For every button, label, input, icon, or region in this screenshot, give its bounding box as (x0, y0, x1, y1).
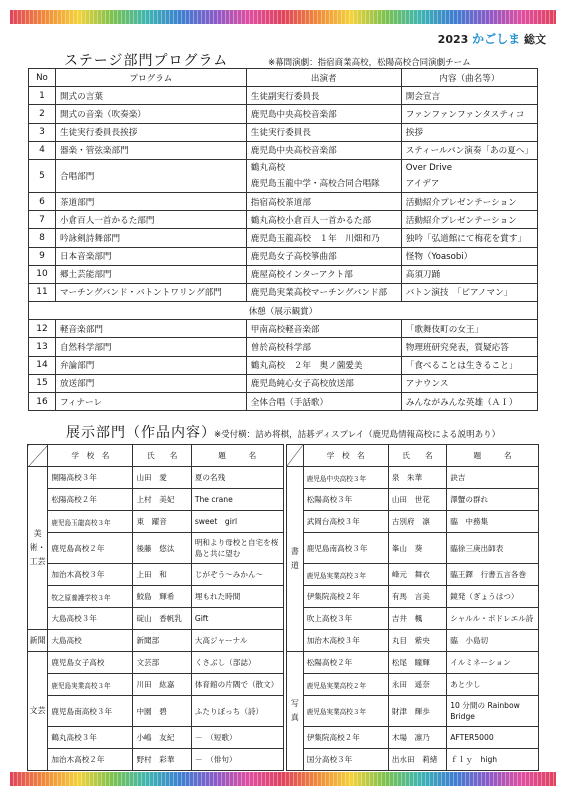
stage-row (29, 105, 538, 123)
content-text: 独吟「弘道館にて梅花を賞す」 (401, 229, 537, 247)
exhibit-table (27, 444, 539, 771)
program-name: マーチングバンド・バトントワリング部門 (55, 283, 246, 301)
right-work-title: AFTER5000 (447, 727, 539, 749)
performer-name: 鹿児島純心女子高校放送部 (246, 374, 401, 392)
program-name: 開式の言葉 (55, 87, 246, 105)
column-gap (283, 564, 286, 586)
stage-row (29, 283, 538, 301)
exhibit-row (28, 533, 539, 564)
event-logo (438, 30, 546, 47)
performer-name: 鶴丸高校 ２年 奥ノ薗愛美 (246, 356, 401, 374)
content-text: 開会宣言 (401, 87, 537, 105)
exhibit-row (28, 749, 539, 771)
right-school: 鹿児島実業高校２年 (303, 674, 388, 696)
left-work-title: 夏の名残 (191, 467, 283, 489)
performer-name: 生徒副実行委員長 (246, 87, 401, 105)
content-text: 活動紹介プレゼンテーション (401, 211, 537, 229)
performer-name: 鶴丸高校 (250, 162, 286, 173)
left-student-name: 文芸部 (133, 652, 191, 674)
left-student-name: 野村 彩華 (133, 749, 191, 771)
stage-row (29, 141, 538, 159)
content-text: 「食べることは生きること」 (401, 356, 537, 374)
column-gap (283, 511, 286, 533)
stage-break-row (29, 302, 538, 320)
program-name: 自然科学部門 (55, 338, 246, 356)
exhibit-table-body (28, 445, 539, 771)
left-school: 大島高校 (48, 630, 133, 652)
program-name: 生徒実行委員長挨拶 (55, 123, 246, 141)
left-student-name: 小嶋 友紀 (133, 727, 191, 749)
right-school: 武岡台高校３年 (303, 511, 388, 533)
left-student-name: 新聞部 (133, 630, 191, 652)
right-student-name: 財津 輝歩 (388, 696, 446, 727)
left-work-title: ふたりぼっち（詩） (191, 696, 283, 727)
left-work-title: くさぶし（部誌） (191, 652, 283, 674)
left-school: 鹿児島玉龍高校３年 (48, 511, 133, 533)
right-school: 国分高校３年 (303, 749, 388, 771)
row-number: 3 (29, 123, 56, 141)
logo-year: 2023 (437, 33, 469, 46)
right-student-name: 峯山 葵 (388, 533, 446, 564)
header-performer: 出演者 (246, 69, 401, 87)
exhibit-row (28, 696, 539, 727)
header-diagonal-right (286, 445, 303, 467)
program-name: 郷土芸能部門 (55, 265, 246, 283)
left-school: 鹿児島女子高校 (48, 652, 133, 674)
left-category: 新聞 (28, 630, 48, 652)
left-school: 加治木高校３年 (48, 564, 133, 586)
program-name: 小倉百人一首かるた部門 (55, 211, 246, 229)
performer-name-2: 鹿児島玉龍中学・高校合同合唱隊 (250, 178, 380, 189)
header-right-name: 氏 名 (388, 445, 446, 467)
exhibit-row (28, 652, 539, 674)
exhibit-section-title: 展示部門（作品内容） (66, 425, 216, 441)
exhibit-row (28, 608, 539, 630)
stage-row (29, 374, 538, 392)
content-text: スティールパン演奏「あの夏へ」 (401, 141, 537, 159)
stage-row (29, 320, 538, 338)
program-name: 放送部門 (55, 374, 246, 392)
right-work-title: 澤蟹の群れ (447, 489, 539, 511)
right-school: 鹿児島中央高校３年 (303, 467, 388, 489)
left-student-name: 碇山 香帆乳 (133, 608, 191, 630)
program-name: 合唱部門 (55, 159, 246, 192)
right-school: 松陽高校３年 (303, 489, 388, 511)
right-category: 写真 (286, 652, 303, 771)
row-number: 16 (29, 393, 56, 411)
exhibit-row (28, 511, 539, 533)
right-work-title: 臨徐三庚出師表 (447, 533, 539, 564)
row-number: 13 (29, 338, 56, 356)
header-left-work: 題 名 (191, 445, 283, 467)
left-student-name: 東 躍音 (133, 511, 191, 533)
right-student-name: 丸目 紫央 (388, 630, 446, 652)
exhibit-header-row (28, 445, 539, 467)
left-school: 松陽高校２年 (48, 489, 133, 511)
stage-row (29, 356, 538, 374)
left-school: 鹿児島実業高校３年 (48, 674, 133, 696)
left-school: 鹿児島高校２年 (48, 533, 133, 564)
header-no: No (29, 69, 56, 87)
row-number: 10 (29, 265, 56, 283)
right-work-title: 10 分間の Rainbow Bridge (447, 696, 539, 727)
right-student-name: 木場 凛乃 (388, 727, 446, 749)
right-school: 伊集院高校２年 (303, 727, 388, 749)
right-student-name: 泉 朱華 (388, 467, 446, 489)
left-category: 文芸 (28, 652, 48, 771)
left-student-name: 後藤 悠汰 (133, 533, 191, 564)
right-student-name: 吉井 楓 (388, 608, 446, 630)
left-work-title: Gift (191, 608, 283, 630)
left-work-title: 埋もれた時間 (191, 586, 283, 608)
left-work-title: sweet girl (191, 511, 283, 533)
performer-name: 鹿屋高校インターアクト部 (246, 265, 401, 283)
performer-cell (246, 159, 401, 192)
left-student-name: 鮫島 輝希 (133, 586, 191, 608)
performer-name: 曽於高校科学部 (246, 338, 401, 356)
row-number: 11 (29, 283, 56, 301)
left-school: 鶴丸高校３年 (48, 727, 133, 749)
right-work-title: 臨王鐸 行書五言各巻 (447, 564, 539, 586)
right-work-title: イルミネーション (447, 652, 539, 674)
content-text: ファンファンファンタスティコ (401, 105, 537, 123)
row-number: 6 (29, 192, 56, 210)
left-student-name: 中園 碧 (133, 696, 191, 727)
right-school: 鹿児島実業高校３年 (303, 564, 388, 586)
row-number: 15 (29, 374, 56, 392)
right-student-name: 出水田 莉緒 (388, 749, 446, 771)
logo-name: かごしま (472, 32, 521, 46)
program-name: 日本音楽部門 (55, 247, 246, 265)
content-text: 活動紹介プレゼンテーション (401, 192, 537, 210)
stage-row (29, 192, 538, 210)
exhibit-row (28, 630, 539, 652)
exhibit-row (28, 564, 539, 586)
right-work-title: 臨 中務集 (447, 511, 539, 533)
right-school: 鹿児島南高校３年 (303, 533, 388, 564)
stage-row (29, 229, 538, 247)
intermission-label: 休憩（展示観賞） (29, 302, 538, 320)
content-text: 物理班研究発表，質疑応答 (401, 338, 537, 356)
column-gap (283, 696, 286, 727)
content-text: Over Drive (405, 162, 453, 173)
left-student-name: 川田 紘嘉 (133, 674, 191, 696)
stage-row (29, 265, 538, 283)
left-work-title: The crane (191, 489, 283, 511)
right-student-name: 永田 遥奈 (388, 674, 446, 696)
row-number: 7 (29, 211, 56, 229)
stage-row (29, 87, 538, 105)
row-number: 9 (29, 247, 56, 265)
right-student-name: 松尾 瞳輝 (388, 652, 446, 674)
header-diagonal-left (28, 445, 48, 467)
header-left-name: 氏 名 (133, 445, 191, 467)
right-school: 松陽高校２年 (303, 652, 388, 674)
right-student-name: 有馬 言美 (388, 586, 446, 608)
stage-row (29, 211, 538, 229)
column-gap (283, 608, 286, 630)
header-left-school: 学 校 名 (48, 445, 133, 467)
right-category: 書道 (286, 467, 303, 652)
stage-row (29, 247, 538, 265)
content-text: 挨拶 (401, 123, 537, 141)
row-number: 5 (29, 159, 56, 192)
column-gap (283, 674, 286, 696)
exhibit-row (28, 467, 539, 489)
exhibit-section-note: ※受付横：詰め将棋，詰碁ディスプレイ（鹿児島情報高校による説明あり） (214, 430, 501, 440)
performer-name: 鹿児島女子高校箏曲部 (246, 247, 401, 265)
right-student-name: 峰元 舞衣 (388, 564, 446, 586)
row-number: 14 (29, 356, 56, 374)
right-school: 伊集院高校２年 (303, 586, 388, 608)
left-school: 牧之原養護学校３年 (48, 586, 133, 608)
performer-name: 鹿児島玉龍高校 １年 川畑和乃 (246, 229, 401, 247)
header-right-work: 題 名 (447, 445, 539, 467)
stage-section-note: ※幕間演劇：指宿商業高校，松陽高校合同演劇チーム (268, 58, 471, 68)
right-work-title: 鏡発（ぎょうはつ） (447, 586, 539, 608)
left-category: 美術・工芸 (28, 467, 48, 630)
bottom-rainbow-stripe (10, 772, 556, 786)
program-name: フィナーレ (55, 393, 246, 411)
right-work-title: シャルル・ボドレエル詩 (447, 608, 539, 630)
column-gap (283, 586, 286, 608)
performer-name: 全体合唱（手話歌） (246, 393, 401, 411)
stage-section-title: ステージ部門プログラム (64, 53, 229, 69)
performer-name: 甲南高校軽音楽部 (246, 320, 401, 338)
row-number: 8 (29, 229, 56, 247)
left-school: 鹿児島南高校３年 (48, 696, 133, 727)
top-rainbow-stripe (10, 10, 556, 24)
program-name: 開式の音楽（吹奏楽） (55, 105, 246, 123)
program-name: 弁論部門 (55, 356, 246, 374)
content-text: 怪物（Yoasobi） (401, 247, 537, 265)
stage-program-table (28, 68, 538, 411)
content-text: 高須刀踊 (401, 265, 537, 283)
program-name: 吟詠剣詩舞部門 (55, 229, 246, 247)
content-text: みんながみんな英雄（ＡＩ） (401, 393, 537, 411)
content-text-2: アイデア (405, 178, 440, 189)
exhibit-row (28, 727, 539, 749)
program-name: 茶道部門 (55, 192, 246, 210)
right-work-title: 訣吉 (447, 467, 539, 489)
performer-name: 鶴丸高校小倉百人一首かるた部 (246, 211, 401, 229)
performer-name: 鹿児島中央高校音楽部 (246, 141, 401, 159)
right-school: 吹上高校３年 (303, 608, 388, 630)
row-number: 12 (29, 320, 56, 338)
left-student-name: 山田 愛 (133, 467, 191, 489)
column-gap (283, 749, 286, 771)
stage-row (29, 123, 538, 141)
column-gap (283, 630, 286, 652)
stage-header-row (29, 69, 538, 87)
right-school: 加治木高校３年 (303, 630, 388, 652)
logo-suffix: 総文 (524, 33, 546, 46)
column-gap (283, 533, 286, 564)
left-student-name: 上村 美妃 (133, 489, 191, 511)
right-work-title: ｆｌｙ high (447, 749, 539, 771)
content-text: バトン演技 「ピアノマン」 (401, 283, 537, 301)
stage-row (29, 338, 538, 356)
left-work-title: じがぞう～みかん～ (191, 564, 283, 586)
exhibit-row (28, 489, 539, 511)
content-cell (401, 159, 537, 192)
exhibit-row (28, 586, 539, 608)
left-work-title: 大高ジャーナル (191, 630, 283, 652)
stage-table-body (29, 87, 538, 411)
stage-row (29, 159, 538, 192)
left-school: 開陽高校３年 (48, 467, 133, 489)
performer-name: 生徒実行委員長 (246, 123, 401, 141)
program-name: 器楽・管弦楽部門 (55, 141, 246, 159)
program-name: 軽音楽部門 (55, 320, 246, 338)
right-student-name: 古別府 凛 (388, 511, 446, 533)
performer-name: 鹿児島中央高校音楽部 (246, 105, 401, 123)
header-right-school: 学 校 名 (303, 445, 388, 467)
right-student-name: 山田 世花 (388, 489, 446, 511)
content-text: アナウンス (401, 374, 537, 392)
row-number: 2 (29, 105, 56, 123)
header-content: 内容（曲名等） (401, 69, 537, 87)
header-program: プログラム (55, 69, 246, 87)
column-gap (283, 489, 286, 511)
exhibit-row (28, 674, 539, 696)
column-gap (283, 727, 286, 749)
left-work-title: 明和より母校と自宅を桜島と共に望む (191, 533, 283, 564)
right-school: 鹿児島実業高校３年 (303, 696, 388, 727)
right-work-title: 臨 小島切 (447, 630, 539, 652)
performer-name: 指宿高校茶道部 (246, 192, 401, 210)
left-school: 大島高校３年 (48, 608, 133, 630)
row-number: 1 (29, 87, 56, 105)
left-work-title: 体育館の片隅で（散文） (191, 674, 283, 696)
left-work-title: － （俳句） (191, 749, 283, 771)
stage-row (29, 393, 538, 411)
content-text: 「歌舞伎町の女王」 (401, 320, 537, 338)
left-work-title: － （短歌） (191, 727, 283, 749)
row-number: 4 (29, 141, 56, 159)
left-student-name: 上田 和 (133, 564, 191, 586)
right-work-title: あと少し (447, 674, 539, 696)
performer-name: 鹿児島実業高校マーチングバンド部 (246, 283, 401, 301)
left-school: 加治木高校２年 (48, 749, 133, 771)
